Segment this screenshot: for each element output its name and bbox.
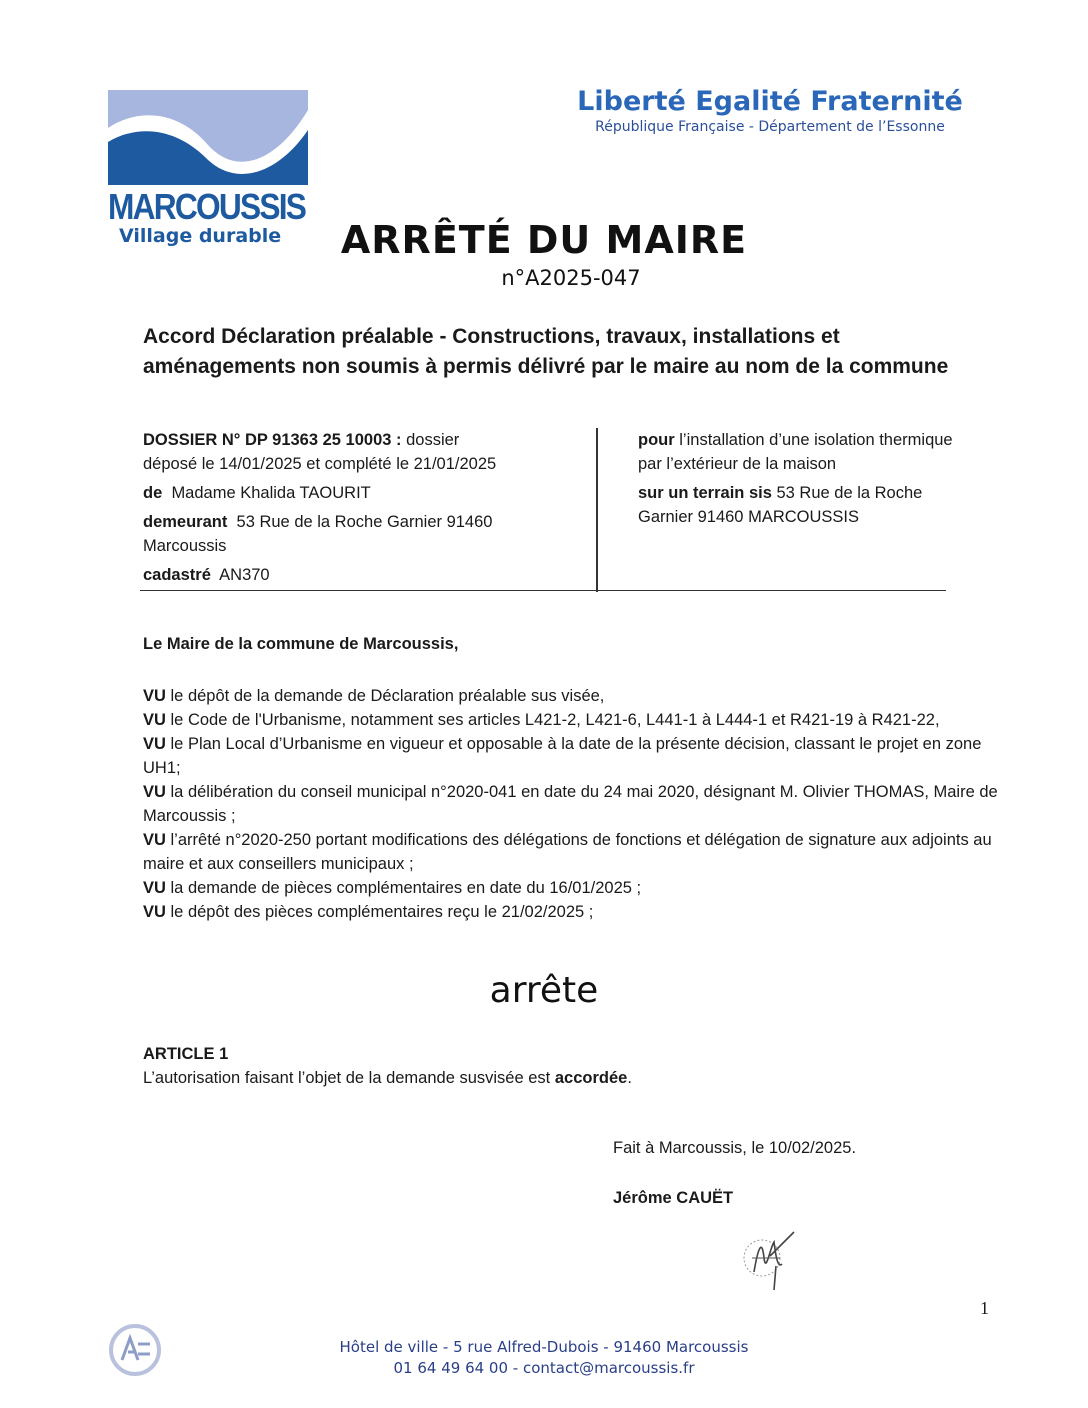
vu-item: VU la délibération du conseil municipal n°2020-041 en date du 24 mai 2020, désignant M. Olivier THOMAS, Maire de Marcoussis ; xyxy=(143,783,998,825)
footer-contact: 01 64 49 64 00 - contact@marcoussis.fr xyxy=(393,1359,695,1377)
logo-name: MARCOUSSIS xyxy=(108,186,306,227)
dossier-left-column xyxy=(143,428,573,587)
motto-line: Liberté Egalité Fraternité xyxy=(577,86,963,117)
dossier-number-text: dossier xyxy=(401,431,460,449)
dossier-number-label: DOSSIER N° DP 91363 25 10003 : xyxy=(143,431,402,449)
footer-address: Hôtel de ville - 5 rue Alfred-Dubois - 91460 Marcoussis xyxy=(339,1338,749,1356)
cadastre-value: AN370 xyxy=(219,566,270,584)
title-number: n°A2025-047 xyxy=(501,266,641,290)
decision-heading: arrête xyxy=(489,970,599,1011)
vu-item: VU le Plan Local d’Urbanisme en vigueur et opposable à la date de la présente décision, classant le projet en zone UH1; xyxy=(143,735,982,777)
document-title xyxy=(0,218,1088,290)
republic-motto xyxy=(560,86,980,135)
address-city: Marcoussis xyxy=(143,537,227,555)
mayor-heading: Le Maire de la commune de Marcoussis, xyxy=(143,635,459,653)
considerations xyxy=(143,632,1003,924)
vu-item: VU le dépôt des pièces complémentaires reçu le 21/02/2025 ; xyxy=(143,903,594,921)
land-value: 53 Rue de la Roche Garnier 91460 MARCOUSSIS xyxy=(638,484,923,526)
logo-tagline: Village durable xyxy=(119,225,282,247)
page-footer xyxy=(0,1337,1088,1379)
title-main: ARRÊTÉ DU MAIRE xyxy=(340,218,748,262)
applicant-name: Madame Khalida TAOURIT xyxy=(171,484,371,502)
subject-heading: Accord Déclaration préalable - Constructions, travaux, installations et aménagements non soumis à permis délivré par le maire au nom de la commune xyxy=(143,325,949,378)
land-label: sur un terrain sis xyxy=(638,484,772,502)
dossier-block xyxy=(140,428,953,591)
vu-item: VU le Code de l'Urbanisme, notamment ses articles L421-2, L421-6, L441-1 à L444-1 et R421-19 à R421-22, xyxy=(143,711,940,729)
applicant-label: de xyxy=(143,484,163,502)
dossier-deposit: déposé le 14/01/2025 et complété le 21/01/2025 xyxy=(143,455,497,473)
logo-wave-mark xyxy=(108,90,308,185)
vu-item: VU l’arrêté n°2020-250 portant modifications des délégations de fonctions et délégation de signature aux adjoints au maire et aux conseillers municipaux ; xyxy=(143,831,992,873)
signer-name: Jérôme CAUËT xyxy=(613,1189,734,1207)
cadastre-label: cadastré xyxy=(143,566,211,584)
page-number: 1 xyxy=(980,1298,989,1318)
dossier-right-column xyxy=(638,428,958,529)
article-heading: ARTICLE 1 xyxy=(143,1045,229,1063)
article-1 xyxy=(143,1042,843,1090)
motto-subline: République Française - Département de l’Essonne xyxy=(595,119,945,135)
purpose-value: l’installation d’une isolation thermique par l’extérieur de la maison xyxy=(638,431,953,473)
article-text: L’autorisation faisant l’objet de la demande susvisée est accordée. xyxy=(143,1069,632,1087)
vu-item: VU la demande de pièces complémentaires en date du 16/01/2025 ; xyxy=(143,879,642,897)
purpose-label: pour xyxy=(638,431,675,449)
address-label: demeurant xyxy=(143,513,228,531)
address-value: 53 Rue de la Roche Garnier 91460 xyxy=(236,513,493,531)
place-date: Fait à Marcoussis, le 10/02/2025. xyxy=(613,1139,857,1157)
handwritten-signature xyxy=(740,1228,800,1296)
column-divider xyxy=(596,428,598,592)
vu-item: VU le dépôt de la demande de Déclaration préalable sus visée, xyxy=(143,687,605,705)
